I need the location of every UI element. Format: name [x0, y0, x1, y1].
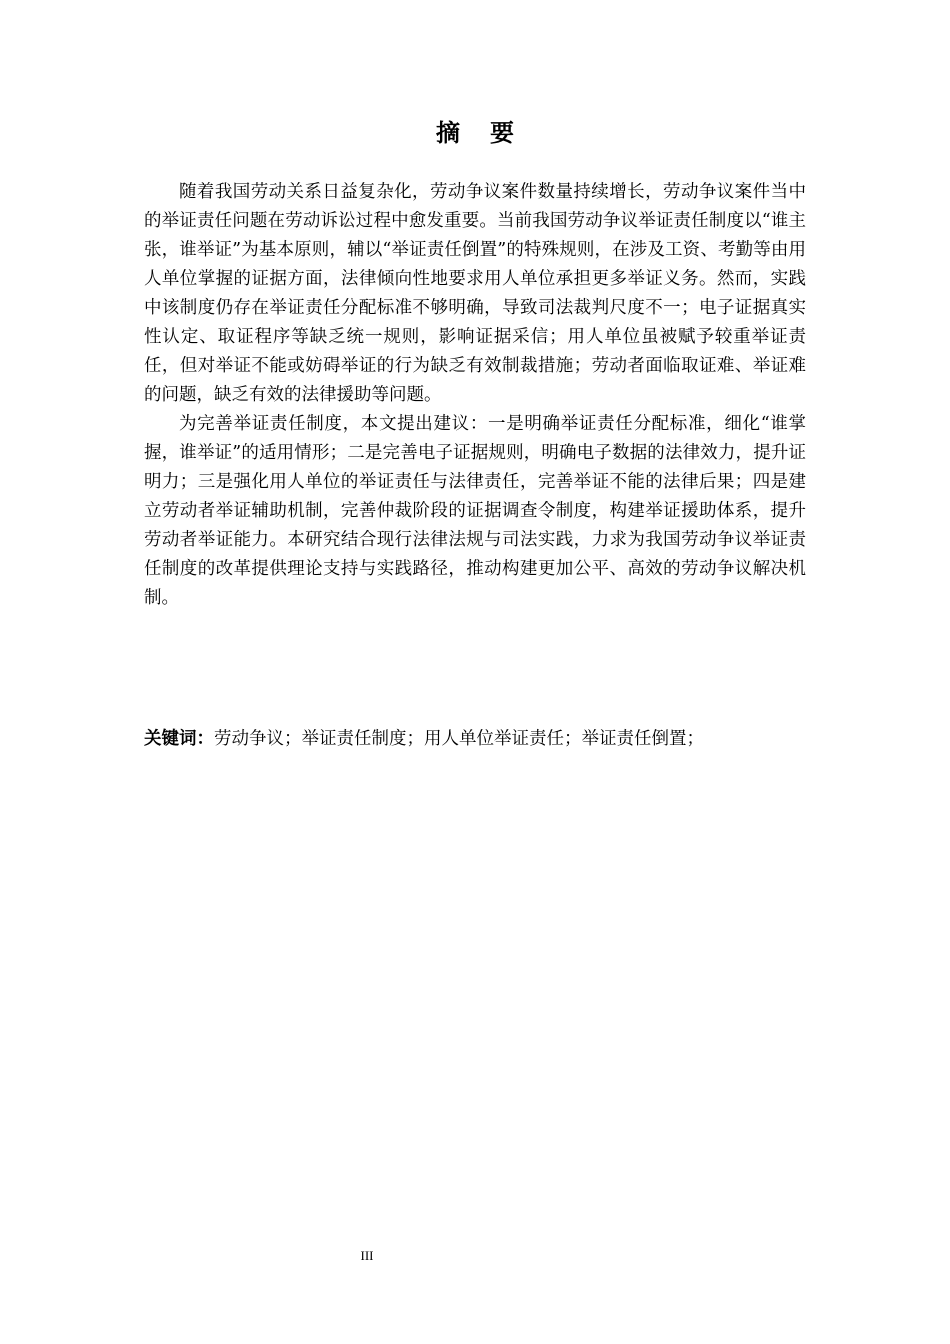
- abstract-body: [144, 178, 806, 613]
- keywords-text: 劳动争议；举证责任制度；用人单位举证责任；举证责任倒置；: [214, 729, 704, 749]
- abstract-title: 摘要: [436, 119, 544, 147]
- page-number-container: [0, 1248, 950, 1264]
- keywords-label: 关键词：: [144, 729, 214, 749]
- keywords-line: [144, 725, 806, 754]
- abstract-paragraph-1: 随着我国劳动关系日益复杂化，劳动争议案件数量持续增长，劳动争议案件当中的举证责任问题在劳动诉讼过程中愈发重要。当前我国劳动争议举证责任制度以“谁主张，谁举证”为基本原则，辅以“举证责任倒置”的特殊规则，在涉及工资、考勤等由用人单位掌握的证据方面，法律倾向性地要求用人单位承担更多举证义务。然而，实践中该制度仍存在举证责任分配标准不够明确，导致司法裁判尺度不一；电子证据真实性认定、取证程序等缺乏统一规则，影响证据采信；用人单位虽被赋予较重举证责任，但对举证不能或妨碍举证的行为缺乏有效制裁措施；劳动者面临取证难、举证难的问题，缺乏有效的法律援助等问题。: [144, 182, 806, 405]
- page-number: III: [360, 1248, 374, 1263]
- abstract-paragraph-2: 为完善举证责任制度，本文提出建议：一是明确举证责任分配标准，细化“谁掌握，谁举证”的适用情形；二是完善电子证据规则，明确电子数据的法律效力，提升证明力；三是强化用人单位的举证责任与法律责任，完善举证不能的法律后果；四是建立劳动者举证辅助机制，完善仲裁阶段的证据调查令制度，构建举证援助体系，提升劳动者举证能力。本研究结合现行法律法规与司法实践，力求为我国劳动争议举证责任制度的改革提供理论支持与实践路径，推动构建更加公平、高效的劳动争议解决机制。: [144, 414, 806, 608]
